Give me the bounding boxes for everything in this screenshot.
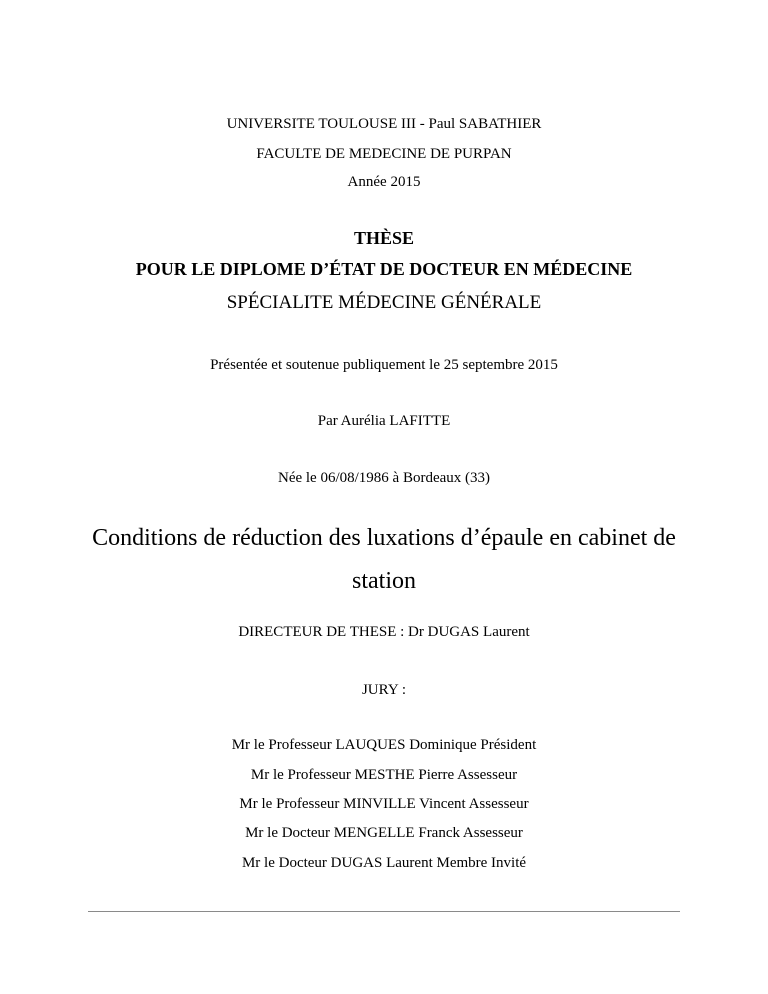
presentation-date: Présentée et soutenue publiquement le 25 septembre 2015 bbox=[210, 357, 558, 373]
jury-member: Mr le Professeur MINVILLE Vincent Assesseur bbox=[239, 796, 529, 812]
thesis-director: DIRECTEUR DE THESE : Dr DUGAS Laurent bbox=[238, 624, 530, 640]
author-name: Par Aurélia LAFITTE bbox=[317, 413, 451, 429]
academic-year: Année 2015 bbox=[347, 174, 421, 190]
jury-member: Mr le Docteur DUGAS Laurent Membre Invité bbox=[241, 855, 527, 871]
jury-member: Mr le Docteur MENGELLE Franck Assesseur bbox=[245, 825, 523, 841]
university-name: UNIVERSITE TOULOUSE III - Paul SABATHIER bbox=[226, 116, 542, 132]
subject-line-1: Conditions de réduction des luxations d’épaule en cabinet de bbox=[92, 525, 676, 551]
birth-info: Née le 06/08/1986 à Bordeaux (33) bbox=[277, 470, 491, 486]
faculty-name: FACULTE DE MEDECINE DE PURPAN bbox=[256, 146, 512, 162]
diploma-line: POUR LE DIPLOME D’ÉTAT DE DOCTEUR EN MÉDECINE bbox=[135, 259, 633, 279]
jury-member: Mr le Professeur LAUQUES Dominique Président bbox=[231, 737, 537, 753]
thesis-title: THÈSE bbox=[353, 228, 415, 248]
subject-line-2: station bbox=[352, 568, 416, 594]
footer-divider bbox=[88, 911, 680, 912]
jury-member: Mr le Professeur MESTHE Pierre Assesseur bbox=[250, 767, 518, 783]
specialty-line: SPÉCIALITE MÉDECINE GÉNÉRALE bbox=[226, 292, 542, 313]
jury-heading: JURY : bbox=[361, 682, 407, 698]
